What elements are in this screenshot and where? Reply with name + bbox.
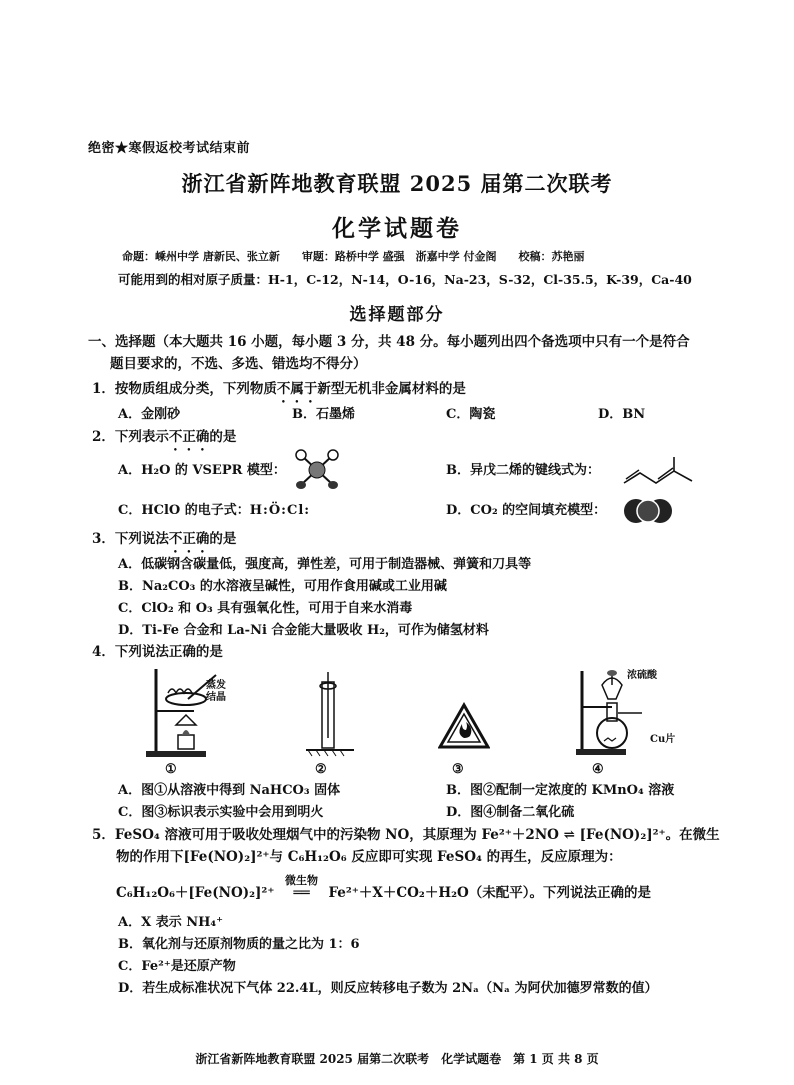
page-footer: 浙江省新阵地教育联盟 2025 届第二次联考 化学试题卷 第 1 页 共 8 页 xyxy=(195,1052,599,1066)
paper-subtitle: 化学试题卷 xyxy=(332,215,462,242)
q2-option-b: B．异戊二烯的键线式为： xyxy=(446,463,600,478)
q5-equation-arrow: 微生物 ══ xyxy=(274,884,328,902)
q5-option-d: D．若生成标准状况下气体 22.4L，则反应转移电子数为 2Nₐ（Nₐ 为阿伏加德罗常数的值） xyxy=(118,981,658,996)
q5-equation-reactants: C₆H₁₂O₆＋[Fe(NO)₂]²⁺ xyxy=(116,885,275,901)
q2-stem-post: 的是 xyxy=(209,429,237,445)
q5-option-a: A．X 表示 NH₄⁺ xyxy=(118,915,223,930)
q2-option-c xyxy=(118,502,310,520)
q1-option-b: B．石墨烯 xyxy=(292,407,355,422)
hclo-electron-formula: H:Ö:Cl: xyxy=(249,503,311,518)
q5-equation xyxy=(116,874,651,902)
q3-stem-emphasis: 不正确 xyxy=(168,531,210,547)
confidential-mark: 绝密★寒假返校考试结束前 xyxy=(88,141,251,156)
section-instruction-1: 一、选择题（本大题共 16 小题，每小题 3 分，共 48 分。每小题列出四个备选项中只有一个是符合 xyxy=(88,334,690,350)
q5-stem-line-1: 5．FeSO₄ 溶液可用于吸收处理烟气中的污染物 NO，其原理为 Fe²⁺＋2NO ⇌ [Fe(NO)₂]²⁺。在微生 xyxy=(92,827,720,843)
figure-4-label: ④ xyxy=(592,762,604,777)
q1-stem-emphasis: 不属于 xyxy=(276,381,318,397)
figure-2-solution-prep xyxy=(300,668,360,758)
q2-stem xyxy=(92,428,236,454)
q1-option-c: C．陶瓷 xyxy=(446,407,496,422)
q5-option-b: B．氧化剂与还原剂物质的量之比为 1：6 xyxy=(118,937,360,952)
q1-stem-pre: 1．按物质组成分类，下列物质 xyxy=(92,381,277,397)
q3-option-a: A．低碳钢含碳量低，强度高，弹性差，可用于制造器械、弹簧和刀具等 xyxy=(118,557,532,572)
staff-credits: 命题：嵊州中学 唐新民、张立新 审题：路桥中学 盛强 浙嘉中学 付金阁 校稿：苏艳丽 xyxy=(122,250,585,263)
q5-equation-products: Fe²⁺＋X＋CO₂＋H₂O（未配平）。下列说法正确的是 xyxy=(328,885,651,901)
q1-option-a: A．金刚砂 xyxy=(118,407,181,422)
q4-stem: 4．下列说法正确的是 xyxy=(92,644,223,660)
q2-option-d: D．CO₂ 的空间填充模型： xyxy=(446,503,607,518)
q1-stem-post: 新型无机非金属材料的是 xyxy=(317,381,466,397)
co2-space-filling-image xyxy=(622,496,674,526)
q3-option-b: B．Na₂CO₃ 的水溶液呈碱性，可用作食用碱或工业用碱 xyxy=(118,579,447,594)
q5-stem-line-2: 物的作用下[Fe(NO)₂]²⁺与 C₆H₁₂O₆ 反应即可实现 FeSO₄ 的再生，反应原理为： xyxy=(116,849,622,865)
q5-equation-condition: 微生物 xyxy=(284,874,318,887)
q4-option-c: C．图③标识表示实验中会用到明火 xyxy=(118,805,324,820)
exam-title: 浙江省新阵地教育联盟 2025 届第二次联考 xyxy=(181,171,613,196)
q2-stem-pre: 2．下列表示 xyxy=(92,429,169,445)
q3-stem xyxy=(92,530,236,556)
q1-stem xyxy=(92,380,466,406)
q3-stem-pre: 3．下列说法 xyxy=(92,531,169,547)
figure-2-label: ② xyxy=(315,762,327,777)
q5-option-c: C．Fe²⁺是还原产物 xyxy=(118,959,236,974)
q3-option-d: D．Ti-Fe 合金和 La-Ni 合金能大量吸收 H₂，可作为储氢材料 xyxy=(118,623,489,638)
q4-option-b: B．图②配制一定浓度的 KMnO₄ 溶液 xyxy=(446,783,675,798)
q3-option-c: C．ClO₂ 和 O₃ 具有强氧化性，可用于自来水消毒 xyxy=(118,601,413,616)
q3-stem-post: 的是 xyxy=(209,531,237,547)
atomic-masses: 可能用到的相对原子质量：H-1，C-12，N-14，O-16，Na-23，S-32，Cl-35.5，K-39，Ca-40 xyxy=(118,272,692,287)
figure-3-fire-warning-sign xyxy=(438,702,490,750)
isoprene-skeletal-image xyxy=(622,455,694,487)
section-instruction-2: 题目要求的，不选、多选、错选均不得分） xyxy=(110,356,367,372)
figure-4-note-side: Cu片 xyxy=(650,734,676,745)
q2-stem-emphasis: 不正确 xyxy=(168,429,210,445)
vsepr-model-image xyxy=(292,448,342,492)
q4-option-a: A．图①从溶液中得到 NaHCO₃ 固体 xyxy=(118,783,341,798)
q2-option-c-label: C．HClO 的电子式： xyxy=(118,503,250,518)
figure-3-label: ③ xyxy=(452,762,464,777)
q2-option-a: A．H₂O 的 VSEPR 模型： xyxy=(118,463,286,478)
figure-1-label: ① xyxy=(165,762,177,777)
figure-4-note-top: 浓硫酸 xyxy=(627,670,657,681)
q4-option-d: D．图④制备二氧化硫 xyxy=(446,805,575,820)
q1-option-d: D．BN xyxy=(598,407,646,422)
section-title: 选择题部分 xyxy=(349,305,445,325)
figure-1-note: 蒸发结晶 xyxy=(206,680,226,703)
